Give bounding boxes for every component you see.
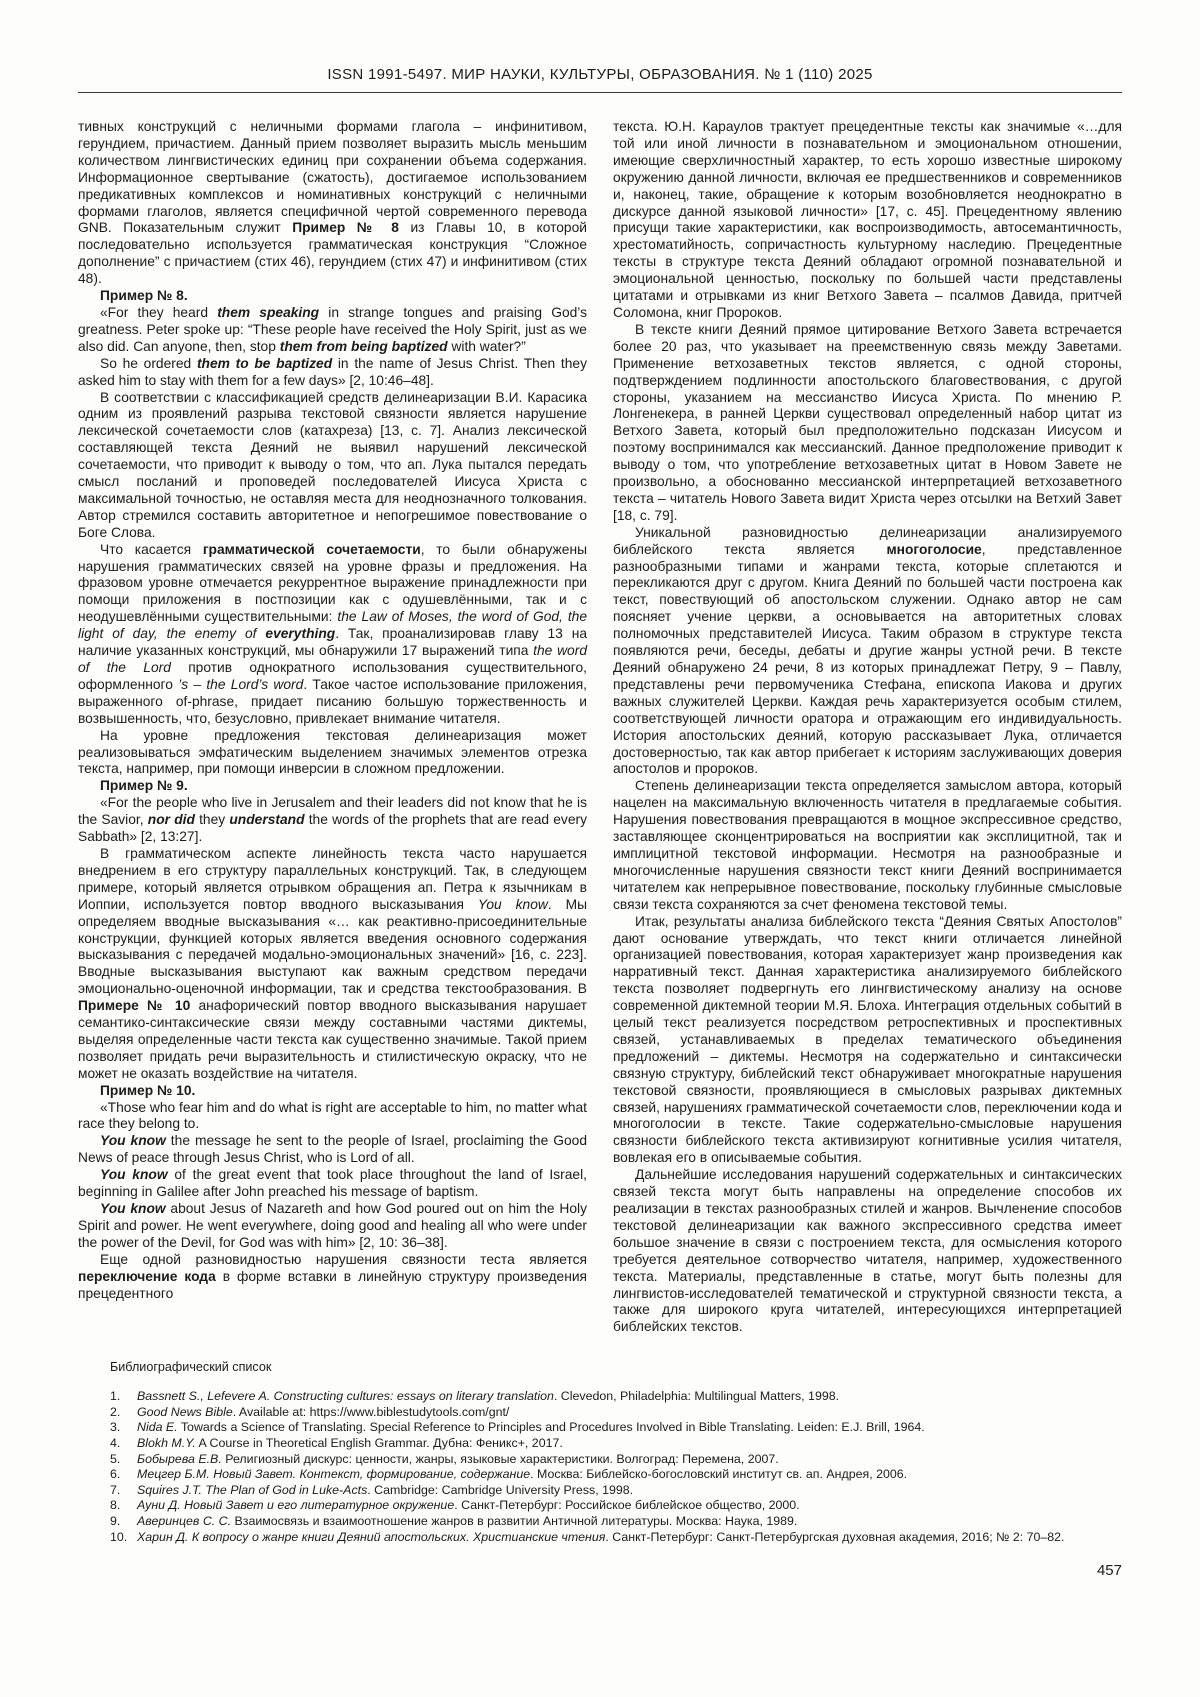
header-rule [78,92,1122,93]
text-run: . Clevedon, Philadelphia: Multilingual Matters, 1998. [553,1389,840,1404]
text-run: Good News Bible [137,1404,233,1419]
bibliography-item-number: 7. [110,1482,121,1497]
paragraph [78,390,587,542]
text-run: You know [100,1167,168,1183]
text-run: about Jesus of Nazareth and how God poured out on him the Holy Spirit and power. He went everywhere, doing good and healing all who were under the power of the Devil, for God was with him» [2, 10: 36–38]. [78,1201,587,1250]
text-run: Дальнейшие исследования нарушений содержательных и синтаксических связей текста могут быть направлены на определение способов их реализации в текстах разнообразных стилей и жанров. Вычленение способов текстовой делинеаризации как важного экспрессивного средства имеет большое значение в связи с построением текста, для осмысления которого требуется деятельное сотворчество читателя, например, художественного текста. Материалы, представленные в статье, могут быть полезны для лингвистов-исследователей тематической и структурной связности текста, а также для широкого круга читателей, интересующихся интерпретацией библейских текстов. [613,1167,1122,1335]
bibliography-item-text [137,1483,1122,1499]
bibliography-item [110,1530,1122,1546]
text-run: understand [229,812,305,828]
journal-header-text: ISSN 1991-5497. МИР НАУКИ, КУЛЬТУРЫ, ОБРАЗОВАНИЯ. № 1 (110) 2025 [327,66,873,83]
journal-header [78,66,1122,93]
text-run: You know [477,896,548,912]
bibliography-item-number: 10. [110,1529,128,1544]
text-run: . Cambridge: Cambridge University Press, 1998. [367,1482,634,1497]
bibliography-item-text [137,1530,1122,1546]
paragraph [613,914,1122,1168]
text-run: them from being baptized [279,338,448,354]
text-run: everything [265,626,336,642]
text-run: грамматической сочетаемости [202,541,421,557]
page-number: 457 [1096,1562,1122,1580]
paragraph [613,322,1122,525]
text-run: Степень делинеаризации текста определяется замыслом автора, который нацелен на максимальную включенность читателя в предлагаемые события. Нарушения повествования превращаются в мощное экспрессивное средство, заставляющее сконцентрироваться на восприятии как эксплицитной, так и имплицитной текстовой информации. Несмотря на разнообразные и многочисленные нарушения связности текст книги Деяний воспринимается читателем как непрерывное повествование, поскольку глубинные смысловые связи текста сохраняются за счет феномена текстовой темы. [613,778,1122,912]
bibliography-item-text [137,1420,1122,1436]
bibliography-item-number: 6. [110,1467,121,1482]
bibliography-item [110,1498,1122,1514]
text-run: the message he sent to the people of Israel, proclaiming the Good News of peace through Jesus Christ, who is Lord of all. [78,1133,588,1166]
paragraph [78,778,587,795]
text-run: текста. Ю.Н. Караулов трактует прецедентные тексты как значимые «…для той или иной личности в познавательном и эмоциональном отношении, имеющие сверхличностный характер, то есть хорошо известные широкому окружению данной личности, включая ее предшественников и современников и, наконец, такие, обращение к которым возобновляется неоднократно в дискурсе данной языковой личности» [17, с. 45]. Прецедентному явлению присущи такие характеристики, как воспроизводимость, автосемантичность, хрестоматийность, сопричастность культурному наследию. Прецедентные тексты в структуре текста Деяний обладают огромной познавательной и эмоциональной ценностью, поскольку по большей части представлены цитатами и отрывками из книг Ветхого Завета – псалмов Давида, притчей Соломона, книг Пророков. [613,119,1122,320]
paragraph [613,119,1122,322]
bibliography-item [110,1483,1122,1499]
text-run: тивных конструкций с неличными формами глагола – инфинитивом, герундием, причастием. Данный прием позволяет выразить мысль меньшим количеством лингвистических единиц при сохранении объема содержания. Информационное свертывание (сжатость), достигаемое использованием предикативных комплексов и номинативных конструкций с неличными формами глаголов, является специфичной чертой современного перевода GNB. Показательным служит [78,119,587,236]
paragraph [613,525,1122,779]
text-run: . Так, проанализировав главу 13 на наличие указанных конструкций, мы обнаружили 17 выражений типа [78,626,588,659]
bibliography-item-text [137,1514,1122,1530]
text-run: Что касается [100,541,203,557]
bibliography-item [110,1420,1122,1436]
text-run: of the great event that took place throughout the land of Israel, beginning in Galilee after John preached his message of baptism. [78,1167,587,1200]
text-run: them speaking [217,304,320,320]
article-body [78,119,1122,1336]
bibliography-item [110,1467,1122,1483]
paragraph [78,305,587,356]
bibliography-item-text [137,1452,1122,1468]
text-run: В грамматическом аспекте линейность текста часто нарушается внедрением в его структуру параллельных конструкций. Так, в следующем примере, который является отрывком обращения ап. Петра к язычникам в Иоппии, используется повтор вводного высказывания [78,845,587,912]
left-column [78,119,587,1336]
text-run: You know [100,1201,166,1216]
text-run: ’s – the Lord’s word [178,676,304,692]
bibliography-item-number: 2. [110,1404,121,1419]
text-run: , представленное разнообразными типами и жанрами текста, которые сплетаются и перекликаются друг с другом. Книга Деяний по большей части построена как текст, повествующий об апостольском служении. Однако автор не сам поясняет учение церкви, а основывается на авторитетных словах полномочных представителей Иисуса. Таким образом в структуре текста появляются речи, беседы, дебаты и другие жанры устной речи. В тексте Деяний обнаружено 24 речи, 8 из которых принадлежат Петру, 9 – Павлу, представлены речи первомученика Стефана, епископа Иакова и других важных служителей Церкви. Каждая речь характеризуется особым стилем, соответствующей личности оратора и отражающим его индивидуальность. История апостольских деяний, которую рассказывает Лука, отличается достоверностью, так как автор прибегает к историям заслуживающих доверия апостолов и пророков. [613,541,1122,777]
bibliography-item-number: 1. [110,1389,121,1404]
text-run: в форме вставки в линейную структуру произведения прецедентного [78,1268,588,1301]
paragraph [78,1100,587,1134]
text-run: . Available at: https://www.biblestudytools.com/gnt/ [232,1404,510,1419]
text-run: Итак, результаты анализа библейского текста “Деяния Святых Апостолов” дают основание утверждать, что текст книги отличается линейной организацией повествования, которая характеризует жанр произведения как нарративный текст. Данная характеристика анализируемого библейского текста позволяет подвергнуть его лингвистическому анализу на основе современной диктемной теории М.Я. Блоха. Интеграция отдельных событий в целый текст реализуется посредством ретроспективных и проспективных связей, устанавливаемых в пределах тематического объединения предложений – диктемы. Несмотря на содержательно и синтаксически связную структуру, библейский текст обнаруживает многократные нарушения текстовой связности, проявляющиеся в смысловых разрывах диктемных связей, нарушениях грамматической сочетаемости слов, переключении кода и многоголосии в тексте. Такие содержательно-смысловые нарушения связности библейского текста активизируют когнитивные усилия читателя, вовлекая его в описываемые события. [613,913,1122,1166]
text-run: nor did [147,812,195,828]
text-run: . Санкт-Петербург: Российское библейское общество, 2000. [454,1498,800,1513]
text-run: Харин Д. [137,1529,192,1544]
text-run: Nida E. [137,1420,178,1435]
bibliography-item-text [137,1436,1122,1452]
text-run: В тексте книги Деяний прямое цитирование Ветхого Завета встречается более 20 раз, что указывает на преемственную связь между Заветами. Применение ветхозаветных текстов является, с одной стороны, подтверждением подлинности апостольского благовествования, с другой стороны, указанием на мессианство Иисуса Христа. По мнению Р. Лонгенекера, в ранней Церкви существовал определенный набор цитат из Ветхого Завета, который был предположительно подсказан Иисусом и поэтому воспринимался как мессианский. Данное предположение приводит к выводу о том, что употребление ветхозаветных цитат в Новом Завете не произвольно, а обоснованно мессианской интерпретацией ветхозаветного текста – читатель Нового Завета видит Христа через отсылки на Ветхий Завет [18, с. 79]. [613,321,1122,523]
bibliography-item-number: 4. [110,1436,121,1451]
text-run: Еще одной разновидностью нарушения связности теста является [100,1251,587,1267]
bibliography-item-number: 8. [110,1498,121,1513]
text-run: Towards a Science of Translating. Special Reference to Principles and Procedures Involved in Bible Translating. Leiden: E.J. Brill, 1964. [177,1420,925,1435]
bibliography-title: Библиографический список [110,1360,272,1375]
text-run: with water?” [447,338,526,354]
text-run: анафорический повтор вводного высказывания нарушает семантико-синтаксические связи между составными частями диктемы, выделяя определенные части текста как существенно значимые. Такой прием позволяет придать речи выразительность и стилистическую окраску, что не может не оказать воздействие на читателя. [78,998,587,1081]
text-run: «For the people who live in Jerusalem and their leaders did not know that he is the Savior, [78,795,587,828]
paragraph [78,356,587,390]
text-run: Уникальной разновидностью делинеаризации анализируемого библейского текста является [613,524,1122,557]
text-run: . Такое частое использование приложения, выраженного of-phrase, придает писанию большую торжественность и возвышенность, что, безусловно, привлекает внимание читателя. [78,676,587,726]
text-run: the Law of Moses, the word of God, the light of day, the enemy of [78,609,588,642]
bibliography-item-number: 3. [110,1420,121,1435]
text-run: Пример № 9. [100,778,188,794]
paragraph [78,1133,587,1167]
text-run: Религиозный дискурс: ценности, жанры, языковые характеристики. Волгоград: Перемена, 2007. [221,1451,779,1466]
right-column [613,119,1122,1336]
text-run: К вопросу о жанре книги Деяний апостольских. Христианские чтения [191,1529,606,1544]
text-run: против однократного использования существительного, оформленного [78,660,588,692]
text-run: «Those who fear him and do what is right are acceptable to him, no matter what race they belong to. [78,1099,587,1132]
text-run: Новый Завет и его литературное окружение [184,1498,455,1513]
bibliography-section [78,1360,1122,1545]
bibliography-item-text [137,1498,1122,1514]
text-run: Пример № 8. [100,288,188,304]
bibliography-item [110,1389,1122,1405]
text-run: Ауни Д. [137,1498,185,1513]
text-run: многоголосие [886,541,982,557]
text-run: Аверинцев С. С. [137,1514,232,1528]
text-run: «For they heard [100,304,218,320]
paragraph [78,728,587,779]
text-run: in the name of Jesus Christ. Then they asked him to stay with them for a few days» [2, 10:46–48]. [78,355,587,388]
paragraph [78,1252,587,1303]
text-run: Взаимосвязь и взаимоотношение жанров в развитии Античной литературы. Москва: Наука, 1989. [231,1514,798,1528]
text-run: . Мы определяем вводные высказывания «… как реактивно-присоединительные конструкции, функцией которых является введения основного содержания высказывания с передачей модально-эмоциональных значений» [16, с. 223]. Вводные высказывания выступают как важным средством передачи эмоционально-оценочной информации, так и средства текстообразования. В [78,896,588,997]
text-run: them to be baptized [196,355,333,371]
text-run: Бобырева Е.В. [137,1451,222,1466]
text-run: Мецгер Б.М. [137,1467,214,1482]
text-run: Примере № 10 [78,998,191,1014]
text-run: they [194,812,230,828]
text-run: in strange tongues and praising God’s greatness. Peter spoke up: “These people have received the Holy Spirit, just as we also did. Can anyone, then, stop [78,304,588,354]
text-run: Constructing cultures: essays on literary translation [273,1389,554,1404]
text-run: Новый Завет. Контекст, формирование, содержание [213,1467,531,1482]
text-run: The Plan of God in Luke-Acts [205,1482,368,1497]
bibliography-item-text [137,1389,1122,1405]
text-run: , то были обнаружены нарушения грамматических связей на уровне фразы и предложения. На фразовом уровне отмечается рекуррентное выражение принадлежности при помощи приложения в постпозиции как с одушевлёнными, так и с неодушевлёнными существительными: [78,541,587,625]
text-run: You know [100,1133,166,1149]
paragraph [78,542,587,728]
paragraph [78,1167,587,1201]
bibliography-item-number: 5. [110,1451,121,1466]
text-run: из Главы 10, в которой последовательно используется грамматическая конструкция “Сложное дополнение” с причастием (стих 46), герундием (стих 47) и инфинитивом (стих 48). [78,220,587,287]
paragraph [613,1167,1122,1336]
bibliography-item-text [137,1405,1122,1421]
paragraph [78,1201,587,1252]
text-run: Пример № 8 [292,220,399,236]
bibliography-item [110,1436,1122,1452]
bibliography-item [110,1405,1122,1421]
text-run: На уровне предложения текстовая делинеаризация может реализовываться эмфатическим выделением значимых элементов отрезка текста, например, при помощи инверсии в сложном предложении. [78,727,587,777]
text-run: the word of the Lord [78,643,587,675]
text-run: . Москва: Библейско-богословский институт св. ап. Андрея, 2006. [530,1467,908,1482]
paragraph [78,795,587,846]
bibliography-item-number: 9. [110,1514,121,1528]
text-run: A Course in Theoretical English Grammar. Дубна: Феникс+, 2017. [195,1436,563,1451]
text-run: So he ordered [100,355,197,371]
text-run: Squires J.T. [137,1482,206,1497]
bibliography-item [110,1514,1122,1530]
text-run: Пример № 10. [100,1082,196,1098]
paragraph [78,846,587,1083]
bibliography-list [110,1389,1122,1545]
bibliography-item [110,1452,1122,1468]
text-run: В соответствии с классификацией средств делинеаризации В.И. Карасика одним из проявлений разрыва текстовой связности является нарушение лексической сочетаемости слов (катахреза) [13, с. 7]. Анализ лексической составляющей текста Деяний не выявил нарушений лексической сочетаемости, что приводит к выводу о том, что ап. Лука пытался передать смысл посланий и проповедей последователей Иисуса Христа с максимальной точностью, не оставляя места для неоднозначного толкования. Автор стремился составить авторитетное и непогрешимое повествование о Боге Слова. [78,389,587,540]
paragraph [78,1083,587,1100]
paragraph [613,778,1122,913]
bibliography-item-text [137,1467,1122,1483]
paragraph [78,119,587,288]
text-run: the words of the prophets that are read every Sabbath» [2, 13:27]. [78,812,587,845]
paragraph [78,288,587,305]
text-run: Bassnett S., Lefevere A. [137,1389,274,1404]
text-run: Blokh M.Y. [137,1436,196,1451]
text-run: переключение кода [78,1268,216,1284]
text-run: . Санкт-Петербург: Санкт-Петербургская духовная академия, 2016; № 2: 70–82. [605,1529,1065,1544]
